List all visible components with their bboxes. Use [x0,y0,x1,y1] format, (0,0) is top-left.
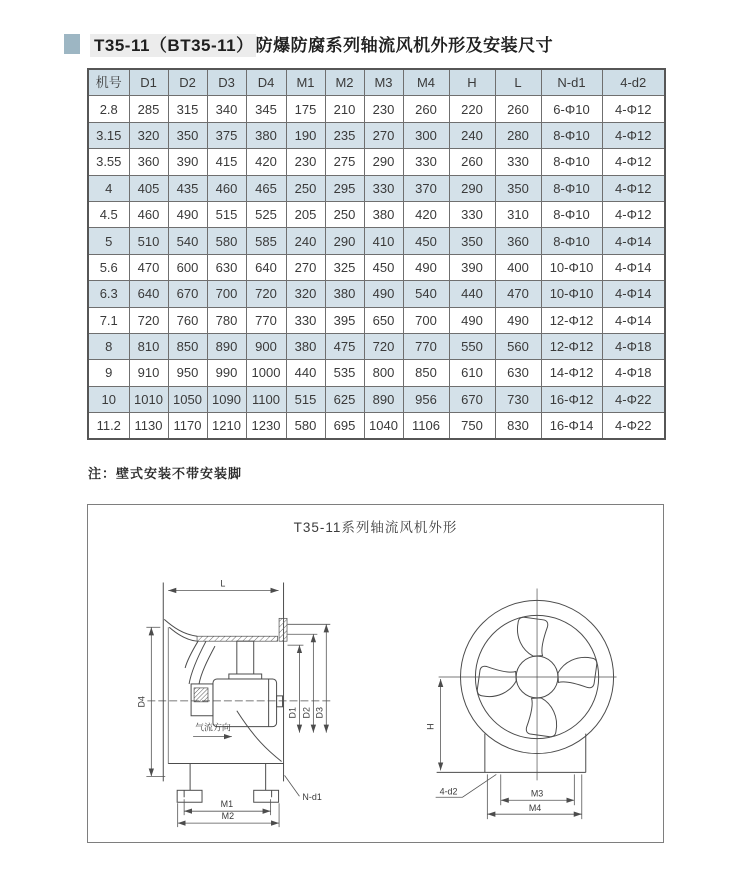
table-cell: 380 [364,201,403,227]
table-cell: 630 [207,254,246,280]
diagram-title: T35-11系列轴流风机外形 [293,520,458,535]
table-cell: 16-Φ12 [541,386,602,412]
table-cell: 230 [364,96,403,122]
table-cell: 12-Φ12 [541,307,602,333]
table-cell: 890 [207,333,246,359]
table-cell: 8-Φ10 [541,228,602,254]
front-view-dimensions [436,679,582,819]
table-cell: 4-Φ22 [602,386,665,412]
table-cell: 695 [325,413,364,440]
table-cell: 10-Φ10 [541,254,602,280]
table-cell: 9 [88,360,129,386]
table-cell: 580 [286,413,325,440]
table-row [88,96,665,122]
table-cell: 580 [207,228,246,254]
table-cell: 235 [325,122,364,148]
table-cell: 4-Φ22 [602,413,665,440]
column-header: M2 [325,69,364,96]
table-cell: 950 [168,360,207,386]
table-cell: 610 [449,360,495,386]
table-cell: 320 [129,122,168,148]
table-cell: 290 [449,175,495,201]
table-cell: 380 [246,122,286,148]
table-cell: 380 [325,281,364,307]
table-cell: 465 [246,175,286,201]
table-cell: 525 [246,201,286,227]
table-cell: 4-Φ18 [602,360,665,386]
table-cell: 450 [364,254,403,280]
table-cell: 640 [129,281,168,307]
table-cell: 270 [286,254,325,280]
table-cell: 275 [325,149,364,175]
table-cell: 350 [495,175,541,201]
table-cell: 5.6 [88,254,129,280]
table-cell: 395 [325,307,364,333]
table-cell: 330 [495,149,541,175]
table-cell: 510 [129,228,168,254]
table-cell: 3.55 [88,149,129,175]
table-cell: 1000 [246,360,286,386]
table-cell: 375 [207,122,246,148]
table-cell: 760 [168,307,207,333]
table-cell: 890 [364,386,403,412]
table-row [88,149,665,175]
table-cell: 750 [449,413,495,440]
table-cell: 720 [246,281,286,307]
table-cell: 12-Φ12 [541,333,602,359]
table-cell: 415 [207,149,246,175]
table-cell: 190 [286,122,325,148]
table-cell: 1170 [168,413,207,440]
page-title-model: T35-11（BT35-11） [90,34,256,57]
table-cell: 1050 [168,386,207,412]
table-cell: 460 [207,175,246,201]
dim-label-M2: M2 [221,811,235,822]
table-cell: 8 [88,333,129,359]
table-cell: 230 [286,149,325,175]
table-cell: 380 [286,333,325,359]
column-header: L [495,69,541,96]
table-cell: 4-Φ12 [602,149,665,175]
table-cell: 1040 [364,413,403,440]
column-header: 机号 [88,69,129,96]
table-cell: 330 [364,175,403,201]
table-cell: 490 [364,281,403,307]
dim-label-N-d1: N-d1 [302,792,322,803]
table-cell: 720 [129,307,168,333]
table-cell: 4-Φ12 [602,175,665,201]
table-cell: 390 [449,254,495,280]
dim-label-D3: D3 [314,707,325,719]
table-cell: 8-Φ10 [541,201,602,227]
page-title-rest: 防爆防腐系列轴流风机外形及安装尺寸 [255,36,554,55]
dim-label-D4: D4 [136,696,147,708]
table-cell: 720 [364,333,403,359]
table-cell: 4-Φ12 [602,122,665,148]
table-cell: 4-Φ18 [602,333,665,359]
table-cell: 850 [168,333,207,359]
airflow-direction-label: 气流方向 [195,722,231,733]
column-header: 4-d2 [602,69,665,96]
table-cell: 325 [325,254,364,280]
table-cell: 780 [207,307,246,333]
table-header-row [88,69,665,96]
table-cell: 10-Φ10 [541,281,602,307]
table-cell: 625 [325,386,364,412]
column-header: M1 [286,69,325,96]
table-cell: 830 [495,413,541,440]
table-cell: 490 [168,201,207,227]
table-row [88,307,665,333]
table-cell: 470 [495,281,541,307]
table-cell: 240 [449,122,495,148]
table-cell: 11.2 [88,413,129,440]
dim-label-4-d2: 4-d2 [439,786,458,797]
table-cell: 4.5 [88,201,129,227]
table-cell: 700 [403,307,449,333]
table-cell: 205 [286,201,325,227]
dimensions-table [87,68,666,440]
table-cell: 260 [449,149,495,175]
table-cell: 640 [246,254,286,280]
table-cell: 4-Φ14 [602,254,665,280]
table-cell: 175 [286,96,325,122]
table-cell: 475 [325,333,364,359]
table-cell: 250 [325,201,364,227]
table-cell: 490 [449,307,495,333]
table-cell: 470 [129,254,168,280]
table-row [88,175,665,201]
table-cell: 4-Φ14 [602,228,665,254]
table-cell: 900 [246,333,286,359]
dim-label-H: H [425,723,436,730]
table-cell: 670 [168,281,207,307]
table-cell: 285 [129,96,168,122]
table-cell: 360 [495,228,541,254]
table-cell: 340 [207,96,246,122]
table-cell: 350 [168,122,207,148]
table-cell: 1106 [403,413,449,440]
table-cell: 320 [286,281,325,307]
table-cell: 540 [168,228,207,254]
table-cell: 5 [88,228,129,254]
table-cell: 16-Φ14 [541,413,602,440]
diagram-box [87,504,664,843]
table-cell: 10 [88,386,129,412]
table-cell: 515 [286,386,325,412]
table-cell: 490 [495,307,541,333]
table-cell: 800 [364,360,403,386]
table-cell: 400 [495,254,541,280]
table-cell: 290 [364,149,403,175]
table-cell: 460 [129,201,168,227]
table-cell: 1100 [246,386,286,412]
table-cell: 260 [495,96,541,122]
table-cell: 390 [168,149,207,175]
column-header: D2 [168,69,207,96]
table-cell: 490 [403,254,449,280]
column-header: M4 [403,69,449,96]
table-cell: 6-Φ10 [541,96,602,122]
table-cell: 4-Φ12 [602,96,665,122]
table-cell: 8-Φ10 [541,122,602,148]
table-cell: 670 [449,386,495,412]
side-view [147,583,332,803]
table-cell: 600 [168,254,207,280]
dim-label-D2: D2 [301,707,312,719]
table-cell: 850 [403,360,449,386]
table-cell: 210 [325,96,364,122]
table-cell: 315 [168,96,207,122]
table-row [88,386,665,412]
table-cell: 370 [403,175,449,201]
table-cell: 810 [129,333,168,359]
table-cell: 300 [403,122,449,148]
table-body [88,96,665,440]
table-cell: 345 [246,96,286,122]
column-header: M3 [364,69,403,96]
table-cell: 4-Φ14 [602,307,665,333]
column-header: H [449,69,495,96]
table-cell: 550 [449,333,495,359]
table-cell: 440 [449,281,495,307]
table-cell: 310 [495,201,541,227]
table-cell: 4-Φ14 [602,281,665,307]
table-cell: 350 [449,228,495,254]
dim-label-M1: M1 [220,799,234,810]
column-header: D1 [129,69,168,96]
column-header: D3 [207,69,246,96]
column-header: N-d1 [541,69,602,96]
table-cell: 14-Φ12 [541,360,602,386]
table-cell: 515 [207,201,246,227]
table-cell: 360 [129,149,168,175]
fan-outline-drawing [88,505,663,842]
table-row [88,122,665,148]
table-cell: 220 [449,96,495,122]
table-cell: 535 [325,360,364,386]
dim-label-M4: M4 [528,803,542,814]
table-row [88,281,665,307]
table-cell: 435 [168,175,207,201]
side-view-labels [136,579,324,822]
table-cell: 405 [129,175,168,201]
front-view [437,589,617,781]
table-cell: 6.3 [88,281,129,307]
table-cell: 260 [403,96,449,122]
table-cell: 650 [364,307,403,333]
table-cell: 420 [403,201,449,227]
table-cell: 990 [207,360,246,386]
table-cell: 2.8 [88,96,129,122]
table-row [88,228,665,254]
table-cell: 4 [88,175,129,201]
note-text: 注：壁式安装不带安装脚 [88,466,243,481]
table-row [88,254,665,280]
table-cell: 1010 [129,386,168,412]
section-title-row [64,31,553,56]
table-cell: 585 [246,228,286,254]
table-row [88,360,665,386]
table-cell: 280 [495,122,541,148]
page-title [90,31,553,56]
table-cell: 770 [246,307,286,333]
table-cell: 1130 [129,413,168,440]
table-cell: 540 [403,281,449,307]
table-cell: 1090 [207,386,246,412]
table-row [88,201,665,227]
table-cell: 450 [403,228,449,254]
table-cell: 270 [364,122,403,148]
table-cell: 7.1 [88,307,129,333]
table-cell: 420 [246,149,286,175]
table-cell: 8-Φ10 [541,175,602,201]
column-header: D4 [246,69,286,96]
table-row [88,333,665,359]
table-cell: 295 [325,175,364,201]
dim-label-M3: M3 [530,788,544,799]
table-cell: 560 [495,333,541,359]
table-cell: 3.15 [88,122,129,148]
table-cell: 330 [286,307,325,333]
table-cell: 290 [325,228,364,254]
table-cell: 250 [286,175,325,201]
table-cell: 410 [364,228,403,254]
table-cell: 956 [403,386,449,412]
dim-label-L: L [220,578,226,589]
table-cell: 240 [286,228,325,254]
table-cell: 1210 [207,413,246,440]
table-cell: 330 [449,201,495,227]
table-cell: 700 [207,281,246,307]
dim-label-D1: D1 [287,707,298,719]
table-cell: 1230 [246,413,286,440]
table-cell: 630 [495,360,541,386]
table-cell: 910 [129,360,168,386]
table-cell: 440 [286,360,325,386]
table-cell: 4-Φ12 [602,201,665,227]
table-cell: 330 [403,149,449,175]
table-cell: 8-Φ10 [541,149,602,175]
table-cell: 770 [403,333,449,359]
table-row [88,413,665,440]
table-cell: 730 [495,386,541,412]
section-bullet-icon [64,34,80,54]
